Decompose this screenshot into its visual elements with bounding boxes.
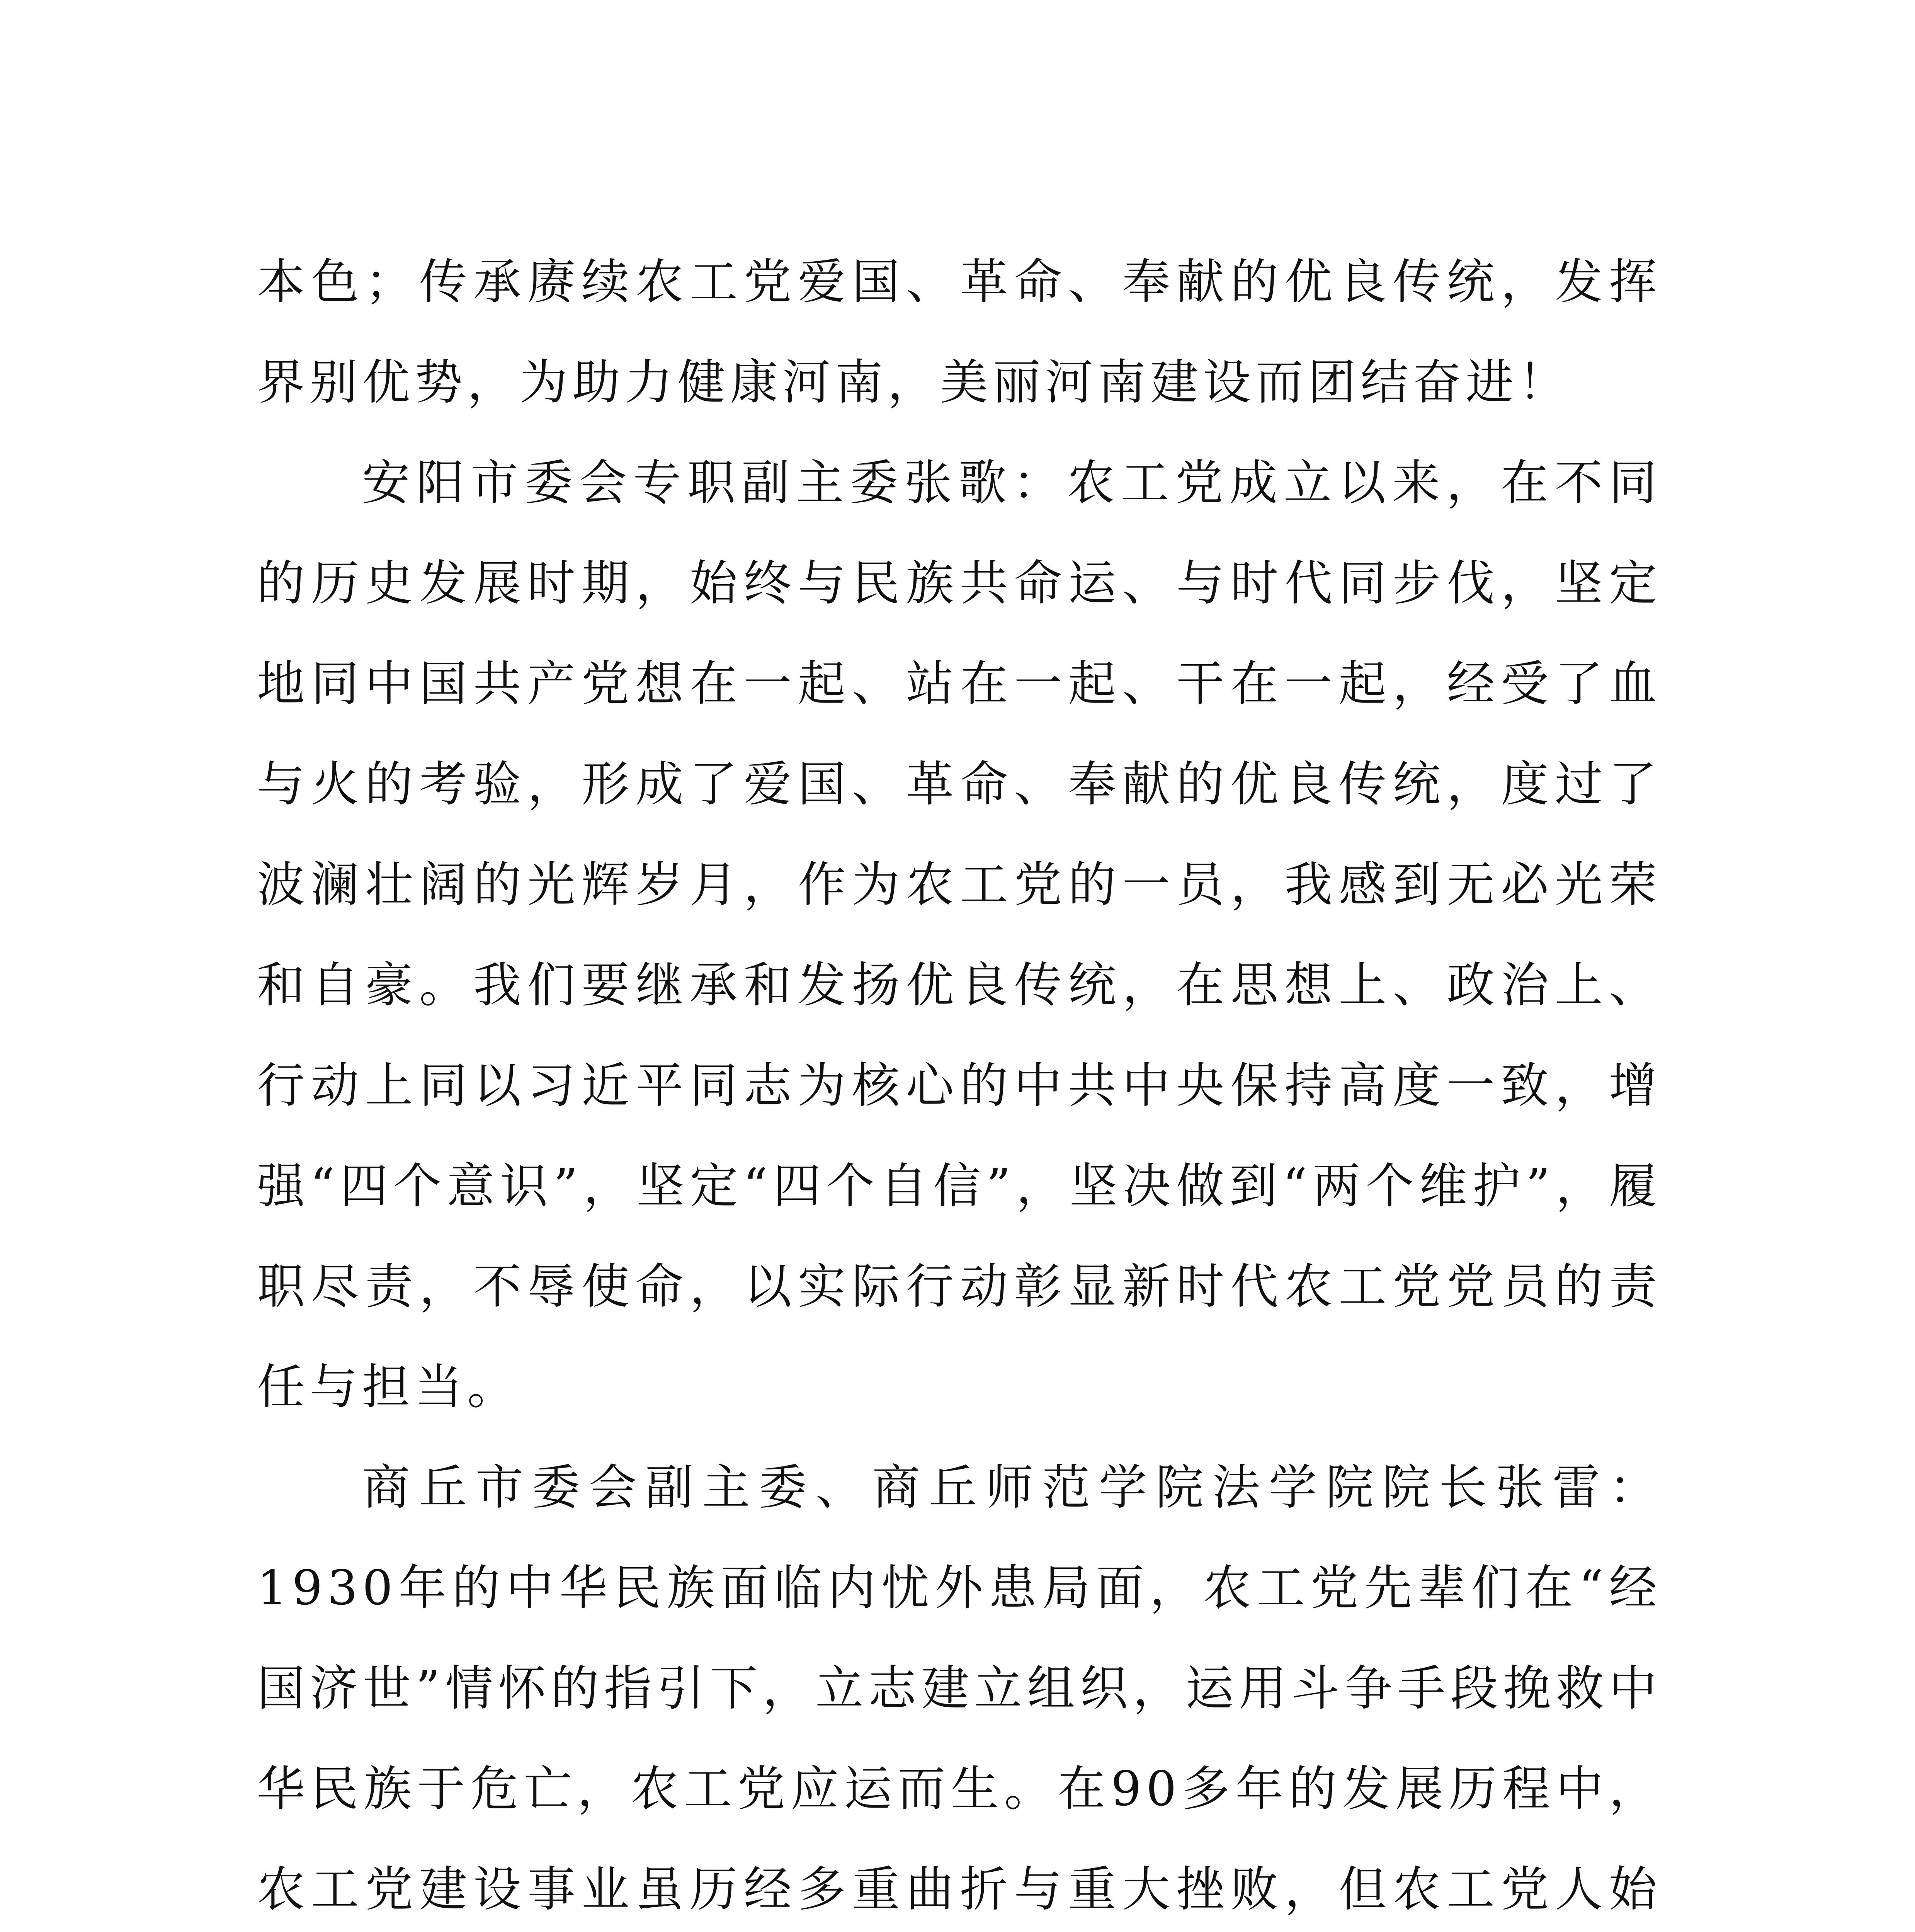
body-text [257, 232, 1662, 1932]
paragraph-zhang-ge: 安阳市委会专职副主委张歌：农工党成立以来，在不同的历史发展时期，始终与民族共命运、与时代同步伐，坚定地同中国共产党想在一起、站在一起、干在一起，经受了血与火的考验，形成了爱国、革命、奉献的优良传统，度过了波澜壮阔的光辉岁月，作为农工党的一员，我感到无必光荣和自豪。我们要继承和发扬优良传统，在思想上、政治上、行动上同以习近平同志为核心的中共中央保持高度一致，增强“四个意识”，坚定“四个自信”，坚决做到“两个维护”，履职尽责，不辱使命，以实际行动彰显新时代农工党党员的责任与担当。 [257, 455, 1662, 1415]
paragraph-continuation: 本色；传承赓续农工党爱国、革命、奉献的优良传统，发挥界别优势，为助力健康河南，美丽河南建设而团结奋进！ [257, 254, 1662, 410]
paragraph-zhang-lei: 商丘市委会副主委、商丘师范学院法学院院长张雷：1930年的中华民族面临内忧外患局面，农工党先辈们在“经国济世”情怀的指引下，立志建立组织，运用斗争手段挽救中华民族于危亡，农工党应运而生。在90多年的发展历程中，农工党建设事业虽历经多重曲折与重大挫败，但农工党人始 [257, 1460, 1662, 1917]
